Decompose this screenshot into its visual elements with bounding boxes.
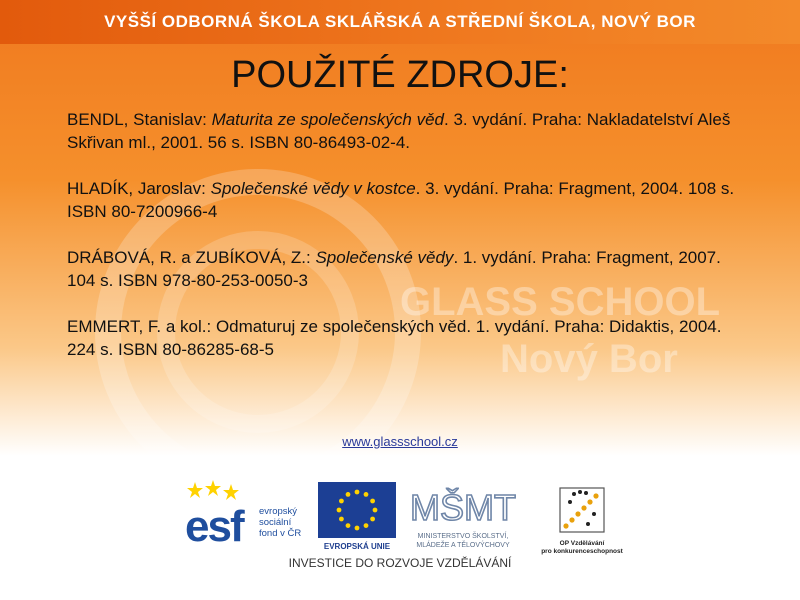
op-logo [532,484,632,556]
esf-line3: fond v ČR [259,528,302,539]
school-name-header: VYŠŠÍ ODBORNÁ ŠKOLA SKLÁŘSKÁ A STŘEDNÍ ŠKOLA, NOVÝ BOR [104,12,696,31]
op-line2: pro konkurenceschopnost [541,548,623,555]
esf-line2: sociální [259,517,292,528]
msmt-mark-icon [396,482,530,528]
esf-line1: evropský [259,506,298,517]
reference-book-title: Maturita ze společenských věd [211,110,445,129]
reference-details: . 1. vydání. Praha: Fragment, 2007. 104 s. ISBN 978-80-253-0050-3 [67,248,721,290]
esf-logo [183,480,318,550]
msmt-caption [396,532,530,550]
reference-details: . 3. vydání. Praha: Nakladatelství Aleš Skřivan ml., 2001. 56 s. ISBN 80-86493-02-4. [67,110,731,152]
reference-book-title: Společenské vědy [315,248,454,267]
page-title: POUŽITÉ ZDROJE: [231,54,569,96]
reference-item [67,108,747,154]
website-link[interactable]: www.glassschool.cz [342,434,458,449]
esf-letters: esf [185,502,243,551]
msmt-logo [396,482,530,556]
msmt-letters: MŠMT [410,487,516,528]
investment-slogan: INVESTICE DO ROZVOJE VZDĚLÁVÁNÍ [288,556,512,570]
reference-item [67,315,747,361]
watermark-line2: Nový Bor [500,337,678,381]
reference-author: DRÁBOVÁ, R. a ZUBÍKOVÁ, Z.: [67,248,316,267]
watermark-line1: GLASS SCHOOL [400,280,721,324]
eu-flag-icon [318,482,396,538]
reference-author: EMMERT, F. a kol.: Odmaturuj ze společenských věd. 1. vydání. Praha: Didaktis, 2004. 224 s. ISBN 80-86285-68-5 [67,317,722,359]
msmt-line1: MINISTERSTVO ŠKOLSTVÍ, [417,533,509,540]
esf-text [259,506,301,539]
reference-author: BENDL, Stanislav: [67,110,212,129]
reference-details: . 3. vydání. Praha: Fragment, 2004. 108 s. ISBN 80-7200966-4 [67,179,735,221]
reference-list [67,108,747,384]
eu-caption: EVROPSKÁ UNIE [323,542,391,551]
logo-strip [0,478,800,600]
msmt-line2: MLÁDEŽE A TĚLOVÝCHOVY [416,542,510,549]
reference-author: HLADÍK, Jaroslav: [67,179,211,198]
reference-item [67,177,747,223]
op-line1: OP Vzdělávání [559,540,605,547]
reference-book-title: Společenské vědy v kostce [210,179,416,198]
op-dots-icon [532,484,632,536]
reference-item [67,246,747,292]
op-caption [532,540,632,556]
eu-logo [318,482,396,556]
